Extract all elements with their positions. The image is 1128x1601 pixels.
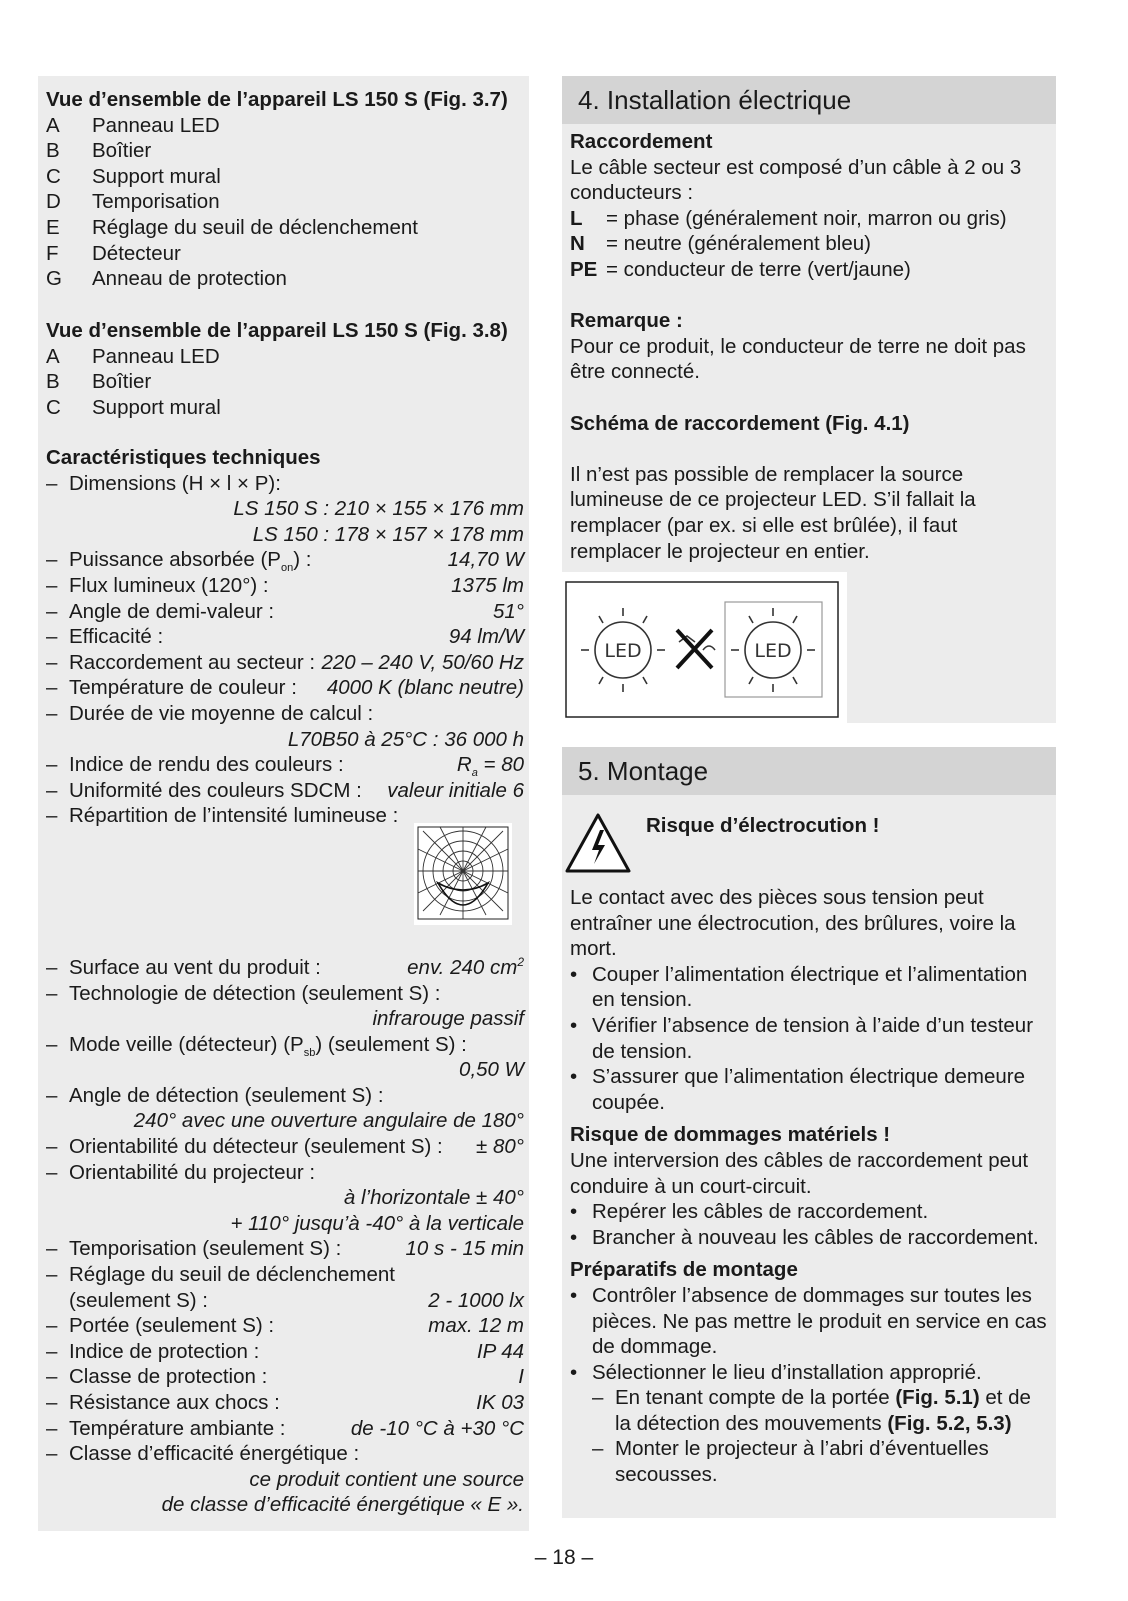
spec-dimensions: – Dimensions (H × l × P): — [46, 471, 281, 495]
sub-list-item: – En tenant compte de la portée (Fig. 5.1) et de la détection des mouvements (Fig. 5.2, 5.3) — [592, 1386, 1031, 1435]
spec-distribution: – Répartition de l’intensité lumineuse : — [46, 804, 399, 828]
overview-item — [46, 215, 524, 241]
list-item: • Contrôler l’absence de dommages sur toutes les pièces. Ne pas mettre le produit en service en cas de dommage. — [570, 1283, 1047, 1359]
list-item: • Vérifier l’absence de tension à l’aide d’un testeur de tension. — [570, 1013, 1034, 1063]
overview-item — [46, 266, 524, 292]
conductor-row — [570, 257, 1050, 283]
damage-text: Une interversion des câbles de raccordement peut conduire à un court-circuit. — [570, 1148, 1029, 1198]
item-key: C — [46, 395, 61, 419]
spec-value: LS 150 S : 210 × 155 × 176 mm — [233, 497, 524, 521]
spec-cri: – Indice de rendu des couleurs : $R_a = 80$ — [46, 753, 524, 780]
overview-item — [46, 344, 524, 370]
spec-standby: – Mode veille (détecteur) $(P_{sb})$ (seulement S) : — [46, 1032, 467, 1059]
overview-item — [46, 369, 524, 395]
item-key: E — [46, 215, 60, 239]
overview-heading: Vue d’ensemble de l’appareil LS 150 S (Fig. 3.8) — [46, 319, 508, 342]
spec-value: 0,50 W — [459, 1058, 524, 1082]
spec-threshold-cont: (seulement S) : 2 - 1000 lx — [69, 1288, 524, 1312]
item-label: Temporisation — [92, 190, 220, 214]
specs-heading: Caractéristiques techniques — [46, 446, 321, 469]
spec-value: LS 150 : 178 × 157 × 178 mm — [252, 522, 524, 546]
spec-ambient: – Température ambiante : de -10 °C à +30 °C — [46, 1416, 524, 1440]
section5-body — [570, 885, 1050, 1488]
led-label-left: LED — [604, 640, 642, 662]
warning-heading-wrap — [646, 813, 1046, 839]
overview-item — [46, 395, 524, 421]
item-key: A — [46, 344, 60, 368]
led-diagram-graphic — [557, 572, 847, 727]
conductor-desc: = conducteur de terre (vert/jaune) — [606, 257, 911, 281]
section5-title: 5. Montage — [578, 756, 709, 786]
spec-ip: – Indice de protection : IP 44 — [46, 1339, 524, 1363]
list-item: • Brancher à nouveau les câbles de raccordement. — [570, 1225, 1039, 1249]
spec-timer: – Temporisation (seulement S) : 10 s - 15 min — [46, 1237, 524, 1261]
spec-efficacy: – Efficacité : 94 lm/W — [46, 625, 524, 649]
section4-header — [562, 76, 1056, 124]
warning-heading: Risque d’électrocution ! — [646, 814, 880, 837]
item-label: Anneau de protection — [92, 267, 287, 291]
item-label: Support mural — [92, 164, 221, 188]
item-label: Panneau LED — [92, 344, 220, 368]
item-key: D — [46, 190, 61, 214]
conductor-desc: = neutre (généralement bleu) — [606, 232, 871, 256]
overview-item — [46, 138, 524, 164]
warning-text: Le contact avec des pièces sous tension peut entraîner une électrocution, des brûlures, voire la mort. — [570, 886, 1016, 961]
list-item: • S’assurer que l’alimentation électrique demeure coupée. — [570, 1065, 1026, 1114]
item-label: Boîtier — [92, 139, 152, 163]
raccordement-heading: Raccordement — [570, 130, 713, 153]
spec-range: – Portée (seulement S) : max. 12 m — [46, 1314, 524, 1338]
overview-heading: Vue d’ensemble de l’appareil LS 150 S (Fig. 3.7) — [46, 88, 508, 111]
electric-hazard-icon — [564, 812, 632, 874]
led-diagram — [557, 572, 847, 727]
conductor-key: N — [570, 232, 585, 256]
spec-protclass: – Classe de protection : I — [46, 1365, 524, 1389]
overview-item — [46, 113, 524, 139]
item-key: A — [46, 113, 60, 137]
overview-item — [46, 241, 524, 267]
spec-value: de classe d’efficacité énergétique « E ». — [161, 1493, 524, 1517]
spec-value: 240° avec une ouverture angulaire de 180° — [133, 1109, 524, 1133]
spec-value: infrarouge passif — [372, 1007, 524, 1031]
overview-item — [46, 164, 524, 190]
spec-value: à l’horizontale ± 40° — [343, 1186, 524, 1210]
sub-list-item: – Monter le projecteur à l’abri d’éventuelles secousses. — [592, 1437, 989, 1487]
item-label: Réglage du seuil de déclenchement — [92, 215, 418, 239]
remark-heading: Remarque : — [570, 309, 683, 333]
damage-heading: Risque de dommages matériels ! — [570, 1123, 891, 1147]
remark-text: Pour ce produit, le conducteur de terre ne doit pas être connecté. — [570, 334, 1026, 384]
schema-heading: Schéma de raccordement (Fig. 4.1) — [570, 411, 910, 435]
list-item: • Couper l’alimentation électrique et l’alimentation en tension. — [570, 962, 1028, 1012]
tech-specs — [46, 445, 524, 1518]
spec-threshold: – Réglage du seuil de déclenchement — [46, 1263, 395, 1287]
overview-fig38 — [46, 318, 524, 420]
spec-energy: – Classe d’efficacité énergétique : — [46, 1442, 360, 1466]
spec-flux: – Flux lumineux (120°) : 1375 lm — [46, 573, 524, 597]
item-label: Panneau LED — [92, 113, 220, 137]
prep-heading: Préparatifs de montage — [570, 1258, 798, 1282]
spec-sdcm: – Uniformité des couleurs SDCM : valeur initiale 6 — [46, 778, 524, 802]
item-key: C — [46, 164, 61, 188]
conductor-row — [570, 231, 1050, 257]
overview-item — [46, 189, 524, 215]
section4-body — [570, 129, 1050, 564]
section4-title: 4. Installation électrique — [578, 85, 852, 115]
spec-windarea: – Surface au vent du produit : env. 240 $cm^2$ — [46, 955, 524, 979]
spec-value: ce produit contient une source — [249, 1467, 524, 1491]
spec-colortemp: – Température de couleur : 4000 K (blanc neutre) — [46, 676, 524, 700]
spec-value: L70B50 à 25°C : 36 000 h — [287, 727, 524, 751]
led-label-right: LED — [754, 640, 792, 662]
conductor-row — [570, 206, 1050, 232]
replace-text: Il n’est pas possible de remplacer la source lumineuse de ce projecteur LED. S’il fallait la remplacer (par ex. si elle est brûlée), il faut remplacer le projecteur en entier. — [570, 462, 976, 563]
spec-angle: – Angle de demi-valeur : 51° — [46, 599, 524, 623]
spec-power: – Puissance absorbée $(P_{on})$ : 14,70 W — [46, 548, 524, 575]
section5-header — [562, 747, 1056, 795]
spec-detection-tech: – Technologie de détection (seulement S) : — [46, 981, 441, 1005]
item-key: B — [46, 370, 60, 394]
conductor-key: L — [570, 206, 583, 230]
spec-proj-orient: – Orientabilité du projecteur : — [46, 1160, 316, 1184]
overview-fig37 — [46, 87, 524, 292]
list-item: • Repérer les câbles de raccordement. — [570, 1200, 929, 1224]
polar-distribution-diagram — [414, 823, 512, 925]
spec-mains: – Raccordement au secteur : 220 – 240 V, 50/60 Hz — [46, 650, 524, 674]
item-key: F — [46, 241, 59, 265]
conductor-key: PE — [570, 257, 598, 281]
item-label: Boîtier — [92, 370, 152, 394]
item-label: Détecteur — [92, 241, 181, 265]
spec-lifetime: – Durée de vie moyenne de calcul : — [46, 701, 374, 725]
spec-impact: – Résistance aux chocs : IK 03 — [46, 1391, 524, 1414]
item-key: G — [46, 267, 62, 291]
item-label: Support mural — [92, 395, 221, 419]
conductor-desc: = phase (généralement noir, marron ou gris) — [606, 206, 1007, 230]
list-item: • Sélectionner le lieu d’installation approprié. — [570, 1360, 982, 1384]
page-number: – 18 – — [534, 1546, 594, 1569]
raccordement-text: Le câble secteur est composé d’un câble à 2 ou 3 conducteurs : — [570, 155, 1022, 205]
spec-det-angle: – Angle de détection (seulement S) : — [46, 1083, 384, 1107]
spec-value: + 110° jusqu’à -40° à la verticale — [230, 1211, 524, 1235]
item-key: B — [46, 139, 60, 163]
spec-det-orient: – Orientabilité du détecteur (seulement S) : ± 80° — [46, 1135, 524, 1159]
